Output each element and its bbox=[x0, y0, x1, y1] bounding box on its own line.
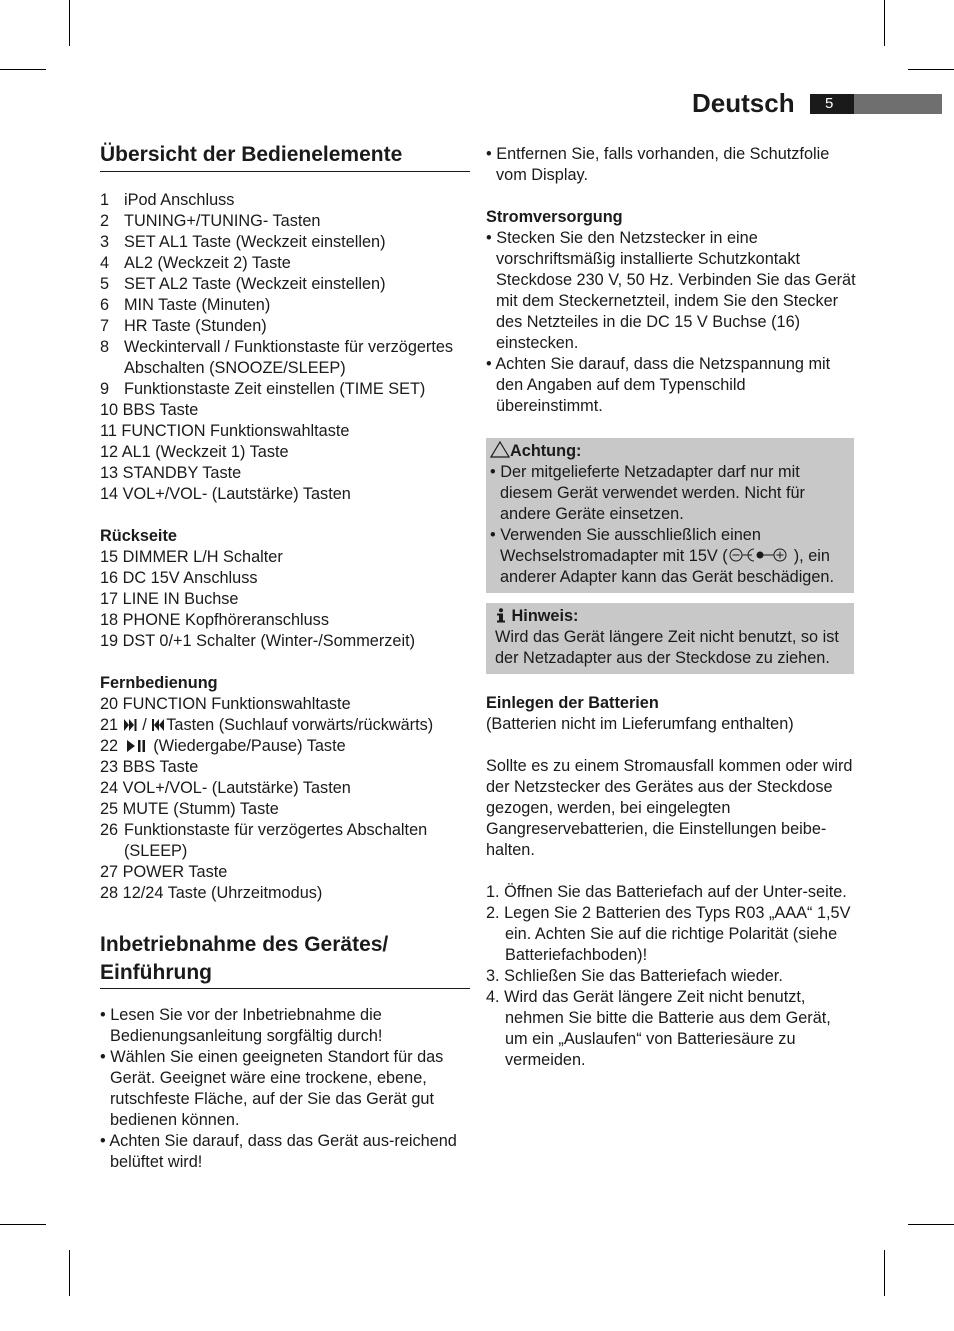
list-item: 27 POWER Taste bbox=[100, 863, 228, 881]
item-text: Weckintervall / Funktionstaste für verzögertes Abschalten (SNOOZE/SLEEP) bbox=[124, 338, 454, 377]
list-item bbox=[100, 715, 470, 736]
crop-mark bbox=[69, 1250, 70, 1296]
item-text: (Wiedergabe/Pause) Taste bbox=[153, 737, 346, 755]
left-column bbox=[100, 141, 470, 1173]
polarity-icon bbox=[728, 547, 794, 563]
skip-back-icon bbox=[151, 718, 166, 732]
note-text: Wird das Gerät längere Zeit nicht benutzt, so ist der Netzadapter aus der Steckdose zu ziehen. bbox=[495, 628, 839, 667]
item-number: 4 bbox=[100, 254, 110, 272]
warning-title: Achtung: bbox=[510, 442, 582, 460]
item-text: iPod Anschluss bbox=[124, 191, 235, 209]
list-item: 17 LINE IN Buchse bbox=[100, 590, 239, 608]
header-bar bbox=[854, 94, 942, 114]
item-text: Funktionstaste für verzögertes Abschalten (SLEEP) bbox=[124, 821, 428, 860]
note-title: Hinweis: bbox=[511, 607, 579, 625]
list-item: • Lesen Sie vor der Inbetriebnahme die Bedienungsanleitung sorgfältig durch! bbox=[100, 1006, 383, 1045]
list-item: 3. Schließen Sie das Batteriefach wieder. bbox=[486, 967, 783, 985]
list-item: 2. Legen Sie 2 Batterien des Typs R03 „AAA“ 1,5V ein. Achten Sie auf die richtige Polarität (siehe Batteriefachboden)! bbox=[486, 904, 851, 964]
list-item bbox=[100, 211, 470, 232]
list-item bbox=[100, 736, 470, 757]
list-item: • Wählen Sie einen geeigneten Standort für das Gerät. Geeignet wäre eine trockene, ebene, rutschfeste Fläche, auf der Sie das Gerät gut bedienen können. bbox=[100, 1048, 444, 1129]
remote-list bbox=[100, 757, 470, 820]
steps-list bbox=[486, 882, 856, 1071]
item-number: 9 bbox=[100, 380, 110, 398]
crop-mark bbox=[908, 1224, 954, 1225]
item-number: 2 bbox=[100, 212, 110, 230]
list-item: 20 FUNCTION Funktionswahltaste bbox=[100, 695, 351, 713]
list-item: 12 AL1 (Weckzeit 1) Taste bbox=[100, 443, 289, 461]
list-item bbox=[100, 316, 470, 337]
list-item: 11 FUNCTION Funktionswahltaste bbox=[100, 422, 350, 440]
power-list bbox=[486, 228, 856, 417]
item-text: HR Taste (Stunden) bbox=[124, 317, 267, 335]
item-text: MIN Taste (Minuten) bbox=[124, 296, 271, 314]
note-box bbox=[486, 603, 854, 674]
section-title-setup: Inbetriebnahme des Gerätes/ Einführung bbox=[100, 933, 389, 984]
item-number: 21 bbox=[100, 716, 119, 734]
warning-text: • Verwenden Sie ausschließlich einen Wechselstromadapter mit 15V ( bbox=[490, 526, 761, 565]
list-item: 15 DIMMER L/H Schalter bbox=[100, 548, 283, 566]
power-title: Stromversorgung bbox=[486, 208, 623, 226]
list-item: 19 DST 0/+1 Schalter (Winter-/Sommerzeit) bbox=[100, 632, 416, 650]
list-item bbox=[100, 379, 470, 400]
intro-bullet: • Entfernen Sie, falls vorhanden, die Schutzfolie vom Display. bbox=[486, 145, 830, 184]
battery-title: Einlegen der Batterien bbox=[486, 694, 659, 712]
rear-list bbox=[100, 547, 470, 652]
list-item: • Stecken Sie den Netzstecker in eine vorschriftsmäßig installierte Schutzkontakt Steckdose 230 V, 50 Hz. Verbinden Sie das Gerät mit dem Steckernetzteil, indem Sie den Stecker des Netzteiles in die DC 15 V Buchse (16) einstecken. bbox=[486, 229, 856, 352]
separator: / bbox=[142, 716, 147, 734]
warning-heading bbox=[490, 441, 850, 462]
list-item bbox=[100, 295, 470, 316]
list-item: 23 BBS Taste bbox=[100, 758, 199, 776]
crop-mark bbox=[0, 69, 46, 70]
item-number: 5 bbox=[100, 275, 110, 293]
item-text: Tasten (Suchlauf vorwärts/rückwärts) bbox=[166, 716, 434, 734]
item-number: 7 bbox=[100, 317, 110, 335]
item-text: Funktionstaste Zeit einstellen (TIME SET) bbox=[124, 380, 426, 398]
info-icon bbox=[495, 608, 507, 623]
warning-bullet: • Der mitgelieferte Netzadapter darf nur mit diesem Gerät verwendet werden. Nicht für andere Geräte einsetzen. bbox=[490, 463, 805, 523]
list-item bbox=[100, 274, 470, 295]
list-item bbox=[100, 253, 470, 274]
list-item: 24 VOL+/VOL- (Lautstärke) Tasten bbox=[100, 779, 351, 797]
list-item: 4. Wird das Gerät längere Zeit nicht benutzt, nehmen Sie bitte die Batterie aus dem Gerät, um ein „Auslaufen“ von Batteriesäure zu vermeiden. bbox=[486, 988, 831, 1069]
item-number: 26 bbox=[100, 821, 119, 839]
list-item: 13 STANDBY Taste bbox=[100, 464, 242, 482]
item-text: SET AL1 Taste (Weckzeit einstellen) bbox=[124, 233, 386, 251]
item-number: 1 bbox=[100, 191, 110, 209]
list-item: 16 DC 15V Anschluss bbox=[100, 569, 258, 587]
list-item bbox=[100, 232, 470, 253]
warning-box bbox=[486, 438, 854, 593]
setup-list bbox=[100, 1005, 470, 1173]
list-item bbox=[100, 337, 470, 379]
list-item: 10 BBS Taste bbox=[100, 401, 199, 419]
crop-mark bbox=[884, 0, 885, 46]
item-text: SET AL2 Taste (Weckzeit einstellen) bbox=[124, 275, 386, 293]
item-text: TUNING+/TUNING- Tasten bbox=[124, 212, 321, 230]
remote-list-end bbox=[100, 862, 470, 904]
item-number: 3 bbox=[100, 233, 110, 251]
warning-bullet bbox=[490, 525, 850, 588]
list-item bbox=[100, 820, 470, 862]
section-title-overview: Übersicht der Bedienelemente bbox=[100, 141, 470, 172]
battery-paragraph: Sollte es zu einem Stromausfall kommen oder wird der Netzstecker des Gerätes aus der Steckdose gezogen, werden, bei eingelegten Gangreservebatterien, die Einstellungen beibe-halten. bbox=[486, 757, 853, 859]
crop-mark bbox=[908, 69, 954, 70]
crop-mark bbox=[69, 0, 70, 46]
controls-list-b bbox=[100, 400, 470, 505]
item-number: 6 bbox=[100, 296, 110, 314]
warning-triangle-icon bbox=[490, 441, 510, 458]
list-item: • Achten Sie darauf, dass das Gerät aus-reichend belüftet wird! bbox=[100, 1132, 457, 1171]
item-number: 8 bbox=[100, 338, 110, 356]
list-item: • Achten Sie darauf, dass die Netzspannung mit den Angaben auf dem Typenschild übereinstimmt. bbox=[486, 355, 831, 415]
list-item: 18 PHONE Kopfhöreranschluss bbox=[100, 611, 329, 629]
item-number: 22 bbox=[100, 737, 119, 755]
page-number: 5 bbox=[810, 94, 854, 114]
list-item: 28 12/24 Taste (Uhrzeitmodus) bbox=[100, 884, 323, 902]
controls-list bbox=[100, 190, 470, 400]
list-item: 25 MUTE (Stumm) Taste bbox=[100, 800, 279, 818]
page-header-title: Deutsch bbox=[692, 88, 795, 118]
list-item bbox=[100, 190, 470, 211]
skip-forward-icon bbox=[123, 718, 138, 732]
list-item: 14 VOL+/VOL- (Lautstärke) Tasten bbox=[100, 485, 351, 503]
crop-mark bbox=[884, 1250, 885, 1296]
note-heading bbox=[495, 606, 850, 627]
warning-text: ), ein anderer Adapter kann das Gerät beschädigen. bbox=[500, 547, 834, 586]
remote-title: Fernbedienung bbox=[100, 674, 218, 692]
rear-title: Rückseite bbox=[100, 527, 177, 545]
crop-mark bbox=[0, 1224, 46, 1225]
play-pause-icon bbox=[123, 739, 149, 753]
item-text: AL2 (Weckzeit 2) Taste bbox=[124, 254, 291, 272]
list-item: 1. Öffnen Sie das Batteriefach auf der Unter-seite. bbox=[486, 883, 847, 901]
right-column bbox=[486, 144, 856, 1071]
battery-sub: (Batterien nicht im Lieferumfang enthalten) bbox=[486, 715, 794, 733]
